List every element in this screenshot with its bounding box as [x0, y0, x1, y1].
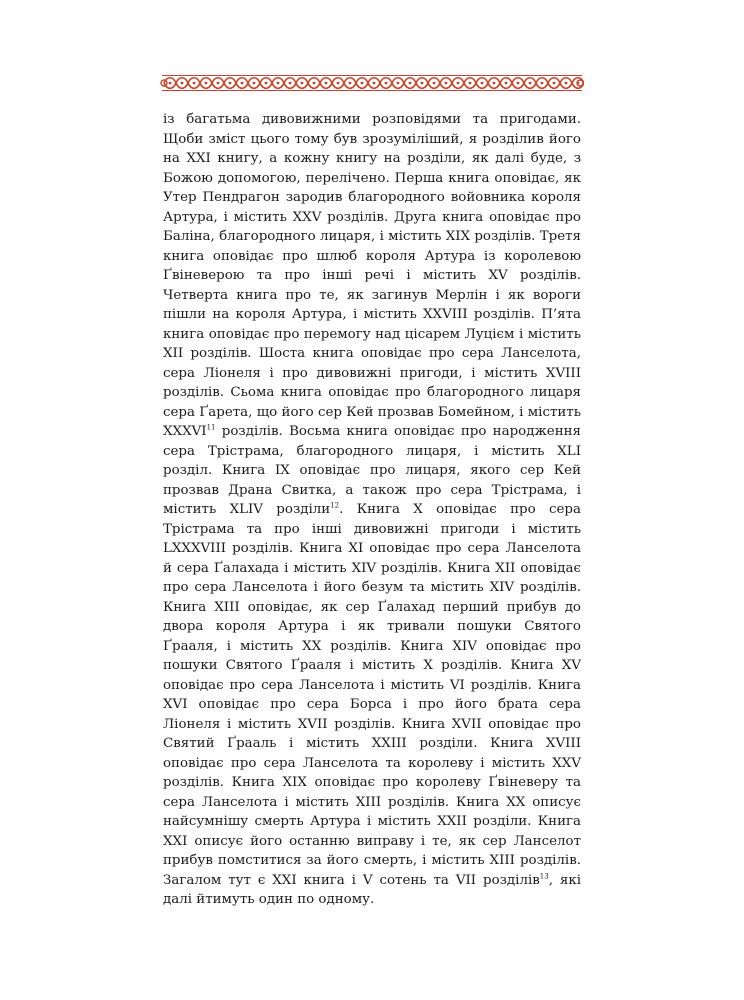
body-paragraph [163, 110, 581, 910]
paragraph-segment: , які далі йтимуть один по одному. [163, 872, 581, 907]
paragraph-segment: розділів. Восьма книга оповідає про народження сера Трістрама, благородного лицаря, і містить XLI розділ. Книга IX оповідає про лицаря, якого сер Кей прозвав Драна Свитка, а також про сера Трістрама, і містить XLIV розділи [163, 424, 581, 517]
decorative-ornament-border [160, 74, 584, 92]
paragraph-segment: із багатьма дивовижними розповідями та пригодами. Щоби зміст цього тому був зрозуміліший, я розділив його на XXI книгу, а кожну книгу на розділи, як далі буде, з Божою допомогою, перелічено. Перша книга оповідає, як Утер Пендрагон зародив благородного войовника короля Артура, і містить XXV розділів. Друга книга оповідає про Баліна, благородного лицаря, і містить XIX розділів. Третя книга оповідає про шлюб короля Артура із королевою Ґвіневерою та про інші речі і містить XV розділів. Четверта книга про те, як загинув Мерлін і як вороги пішли на короля Артура, і містить XXVIII розділів. П’ята книга оповідає про перемогу над цісарем Луцієм і містить XII розділів. Шоста книга оповідає про сера Ланселота, сера Ліонеля і про дивовижні пригоди, і містить XVIII розділів. Сьома книга оповідає про благородного лицаря сера Ґарета, що його сер Кей прозвав Бомейном, і містить XXXVI [163, 112, 581, 439]
ornament-vine-icon [160, 74, 584, 92]
paragraph-segment: . Книга X оповідає про сера Трістрама та про інші дивовижні пригоди і містить LXXXVIII розділів. Книга XI оповідає про сера Ланселота й сера Ґалахада і містить XIV розділів. Книга XII оповідає про сера Ланселота і його безум та містить XIV розділів. Книга XIII оповідає, як сер Ґалахад перший прибув до двора короля Артура і як тривали пошуки Святого Ґрааля, і містить XX розділів. Книга XIV оповідає про пошуки Святого Ґрааля і містить X розділів. Книга XV оповідає про сера Ланселота і містить VI розділів. Книга XVI оповідає про сера Борса і про його брата сера Ліонеля і містить XVII розділів. Книга XVII оповідає про Святий Ґрааль і містить XXIII розділи. Книга XVIII оповідає про сера Ланселота та королеву і містить XXV розділів. Книга XIX оповідає про королеву Ґвіневеру та сера Ланселота і містить XIII розділів. Книга XX описує найсумнішу смерть Артура і містить XXII розділи. Книга XXI описує його останню виправу і те, як сер Ланселот прибув помститися за його смерть, і містить XIII розділів. Загалом тут є XXI книга і V сотень та VII розділів [163, 502, 581, 888]
footnote-marker: 13 [539, 872, 549, 881]
footnote-marker: 12 [330, 501, 340, 510]
footnote-marker: 11 [206, 423, 216, 432]
